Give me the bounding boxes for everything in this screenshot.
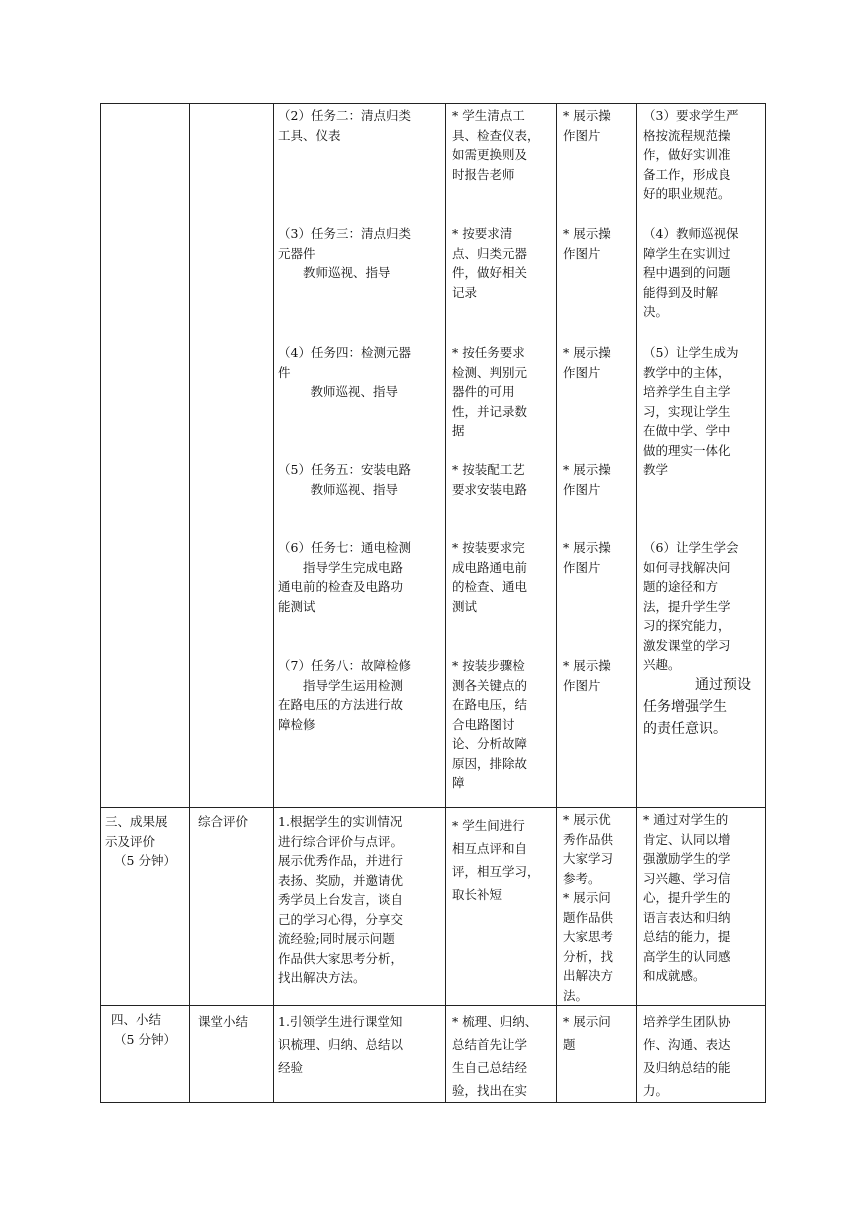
intent-6: （6）让学生学会 如何寻找解决问 题的途径和方 法，提升学生学 习的探究能力， 激发课堂的学习 兴趣。 [643, 540, 739, 672]
media-item: * 展示操 作图片 [563, 462, 611, 497]
media-cell: * 展示优 秀作品供 大家学习 参考。 * 展示问 题作品供 大家思考 分析，找 出解决方 法。 [557, 808, 637, 1006]
stage-duration: （5 分钟） [114, 853, 176, 868]
stage-label: 三、成果展 [105, 814, 168, 829]
teacher-activity-cell: 1.根据学生的实训情况 进行综合评价与点评。 展示优秀作品，并进行 表扬、奖励，并邀请优 秀学员上台发言，谈自 己的学习心得，分享交 流经验;同时展示问题 作品供大家思考分析， 找出解决方法。 [274, 808, 446, 1006]
task-4: （4）任务四：检测元器 件 教师巡视、指导 [278, 345, 411, 399]
student-task-2: * 学生清点工 具、检查仪表， 如需更换则及 时报告老师 [452, 108, 540, 182]
task-7: （6）任务七：通电检测 指导学生完成电路 通电前的检查及电路功 能测试 [278, 540, 411, 614]
student-task-3: * 按要求清 点、归类元器 件，做好相关 记录 [452, 226, 528, 300]
design-intent-cell: 培养学生团队协 作、沟通、表达 及归纳总结的能 力。 [637, 1006, 766, 1103]
evaluation-row [101, 808, 766, 1006]
task-8: （7）任务八：故障检修 指导学生运用检测 在路电压的方法进行故 障检修 [278, 658, 411, 732]
task-3: （3）任务三：清点归类 元器件 教师巡视、指导 [278, 226, 411, 280]
link-cell-empty [190, 104, 274, 808]
student-task-4: * 按任务要求 检测、判别元 器件的可用 性，并记录数 据 [452, 345, 528, 438]
link-cell [190, 1006, 274, 1103]
student-activity-cell: * 学生间进行 相互点评和自 评，相互学习， 取长补短 [446, 808, 557, 1006]
task-2: （2）任务二：清点归类 工具、仪表 [278, 108, 411, 143]
media-item: * 展示操 作图片 [563, 108, 611, 143]
media-item: * 展示操 作图片 [563, 226, 611, 261]
design-intent-cell [637, 104, 766, 808]
media-item: * 展示操 作图片 [563, 658, 611, 693]
media-item: * 展示操 作图片 [563, 345, 611, 380]
intent-3: （3）要求学生严 格按流程规范操 作，做好实训准 备工作，形成良 好的职业规范。 [643, 108, 739, 201]
summary-row [101, 1006, 766, 1103]
student-task-8: * 按装步骤检 测各关键点的 在路电压，结 合电路图讨 论、分析故障 原因，排除故 障 [452, 658, 528, 790]
media-cell [557, 104, 637, 808]
teacher-activity-cell: 1.引领学生进行课堂知 识梳理、归纳、总结以 经验 [274, 1006, 446, 1103]
student-activity-cell [446, 104, 557, 808]
stage-cell [101, 808, 190, 1006]
student-task-5: * 按装配工艺 要求安装电路 [452, 462, 528, 497]
media-item: * 展示操 作图片 [563, 540, 611, 575]
intent-responsibility: 通过预设 [695, 677, 751, 693]
teacher-activity-cell [274, 104, 446, 808]
link-cell [190, 808, 274, 1006]
media-cell: * 展示问 题 [557, 1006, 637, 1103]
student-task-7: * 按装要求完 成电路通电前 的检查、通电 测试 [452, 540, 528, 614]
lesson-plan-table [100, 103, 766, 1103]
design-intent-cell: * 通过对学生的 肯定、认同以增 强激励学生的学 习兴趣、学习信 心，提升学生的 语言表达和归纳 总结的能力，提 高学生的认同感 和成就感。 [637, 808, 766, 1006]
intent-5: （5）让学生成为 教学中的主体， 培养学生自主学 习，实现让学生 在做中学、学中 做的理实一体化 教学 [643, 345, 739, 477]
task-5: （5）任务五：安装电路 教师巡视、指导 [278, 462, 411, 497]
tasks-row [101, 104, 766, 808]
link-label: 课堂小结 [198, 1014, 249, 1029]
intent-responsibility-cont: 任务增强学生 的责任意识。 [643, 699, 727, 737]
stage-cell-empty [101, 104, 190, 808]
stage-label: 四、小结 [111, 1012, 162, 1027]
student-activity-cell: * 梳理、归纳、 总结首先让学 生自己总结经 验，找出在实 [446, 1006, 557, 1103]
intent-4: （4）教师巡视保 障学生在实训过 程中遇到的问题 能得到及时解 决。 [643, 226, 739, 319]
stage-duration: （5 分钟） [114, 1031, 176, 1047]
stage-label: 示及评价 [105, 833, 156, 849]
link-label: 综合评价 [198, 814, 249, 829]
stage-cell [101, 1006, 190, 1103]
